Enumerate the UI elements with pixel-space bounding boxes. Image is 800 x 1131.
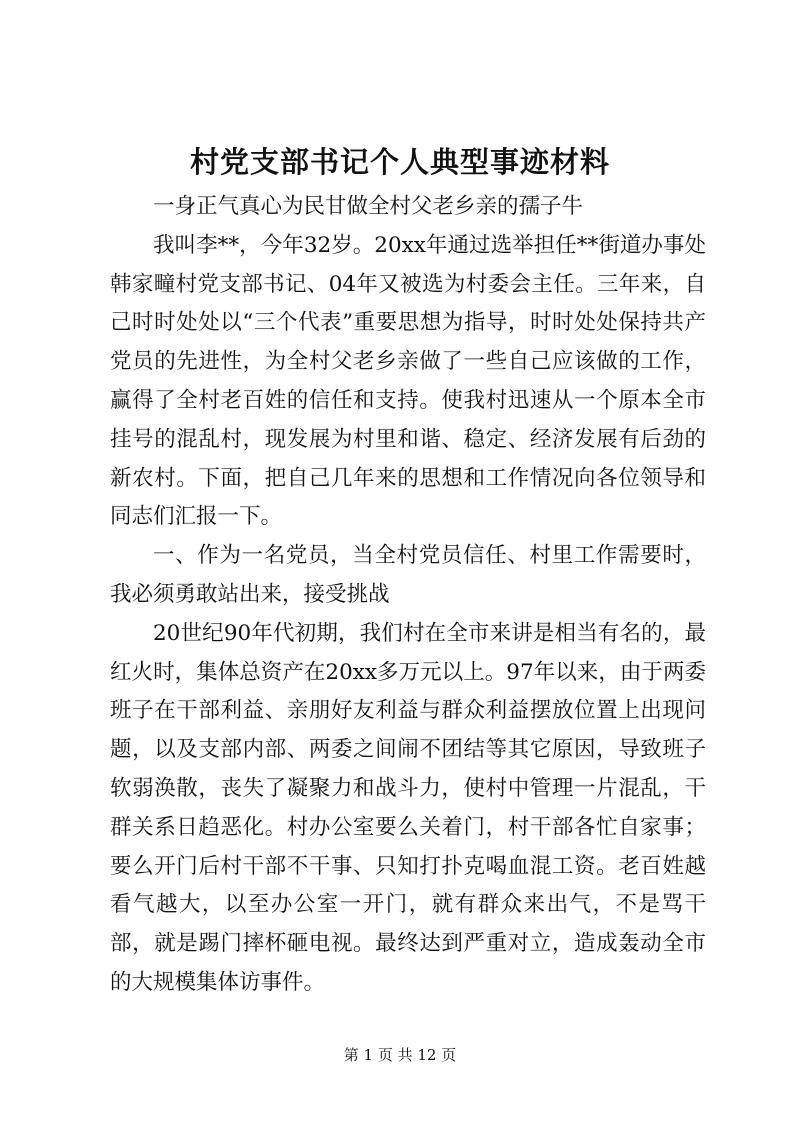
document-body — [110, 188, 706, 1003]
document-title: 村党支部书记个人典型事迹材料 — [189, 145, 610, 179]
section-heading: 一、作为一名党员，当全村党员信任、村里工作需要时，我必须勇敢站出来，接受挑战 — [110, 543, 706, 607]
intro-paragraph: 我叫李**，今年32岁。20xx年通过选举担任**街道办事处韩家疃村党支部书记、04年又被选为村委会主任。三年来，自己时时处处以“三个代表”重要思想为指导，时时处处保持共产党员的先进性，为全村父老乡亲做了一些自己应该做的工作，赢得了全村老百姓的信任和支持。使我村迅速从一个原本全市挂号的混乱村，现发展为村里和谐、稳定、经济发展有后劲的新农村。下面，把自己几年来的思想和工作情况向各位领导和同志们汇报一下。 — [110, 232, 706, 530]
subtitle-paragraph: 一身正气真心为民甘做全村父老乡亲的孺子牛 — [153, 194, 584, 219]
page-footer: 第 1 页 共 12 页 — [343, 1046, 457, 1064]
history-paragraph: 20世纪90年代初期，我们村在全市来讲是相当有名的，最红火时，集体总资产在20xx多万元以上。97年以来，由于两委班子在干部利益、亲朋好友利益与群众利益摆放位置上出现问题，以及支部内部、两委之间闹不团结等其它原因，导致班子软弱涣散，丧失了凝聚力和战斗力，使村中管理一片混乱，干群关系日趋恶化。村办公室要么关着门，村干部各忙自家事；要么开门后村干部不干事、只知打扑克喝血混工资。老百姓越看气越大，以至办公室一开门，就有群众来出气，不是骂干部，就是踢门摔杯砸电视。最终达到严重对立，造成轰动全市的大规模集体访事件。 — [110, 620, 706, 995]
